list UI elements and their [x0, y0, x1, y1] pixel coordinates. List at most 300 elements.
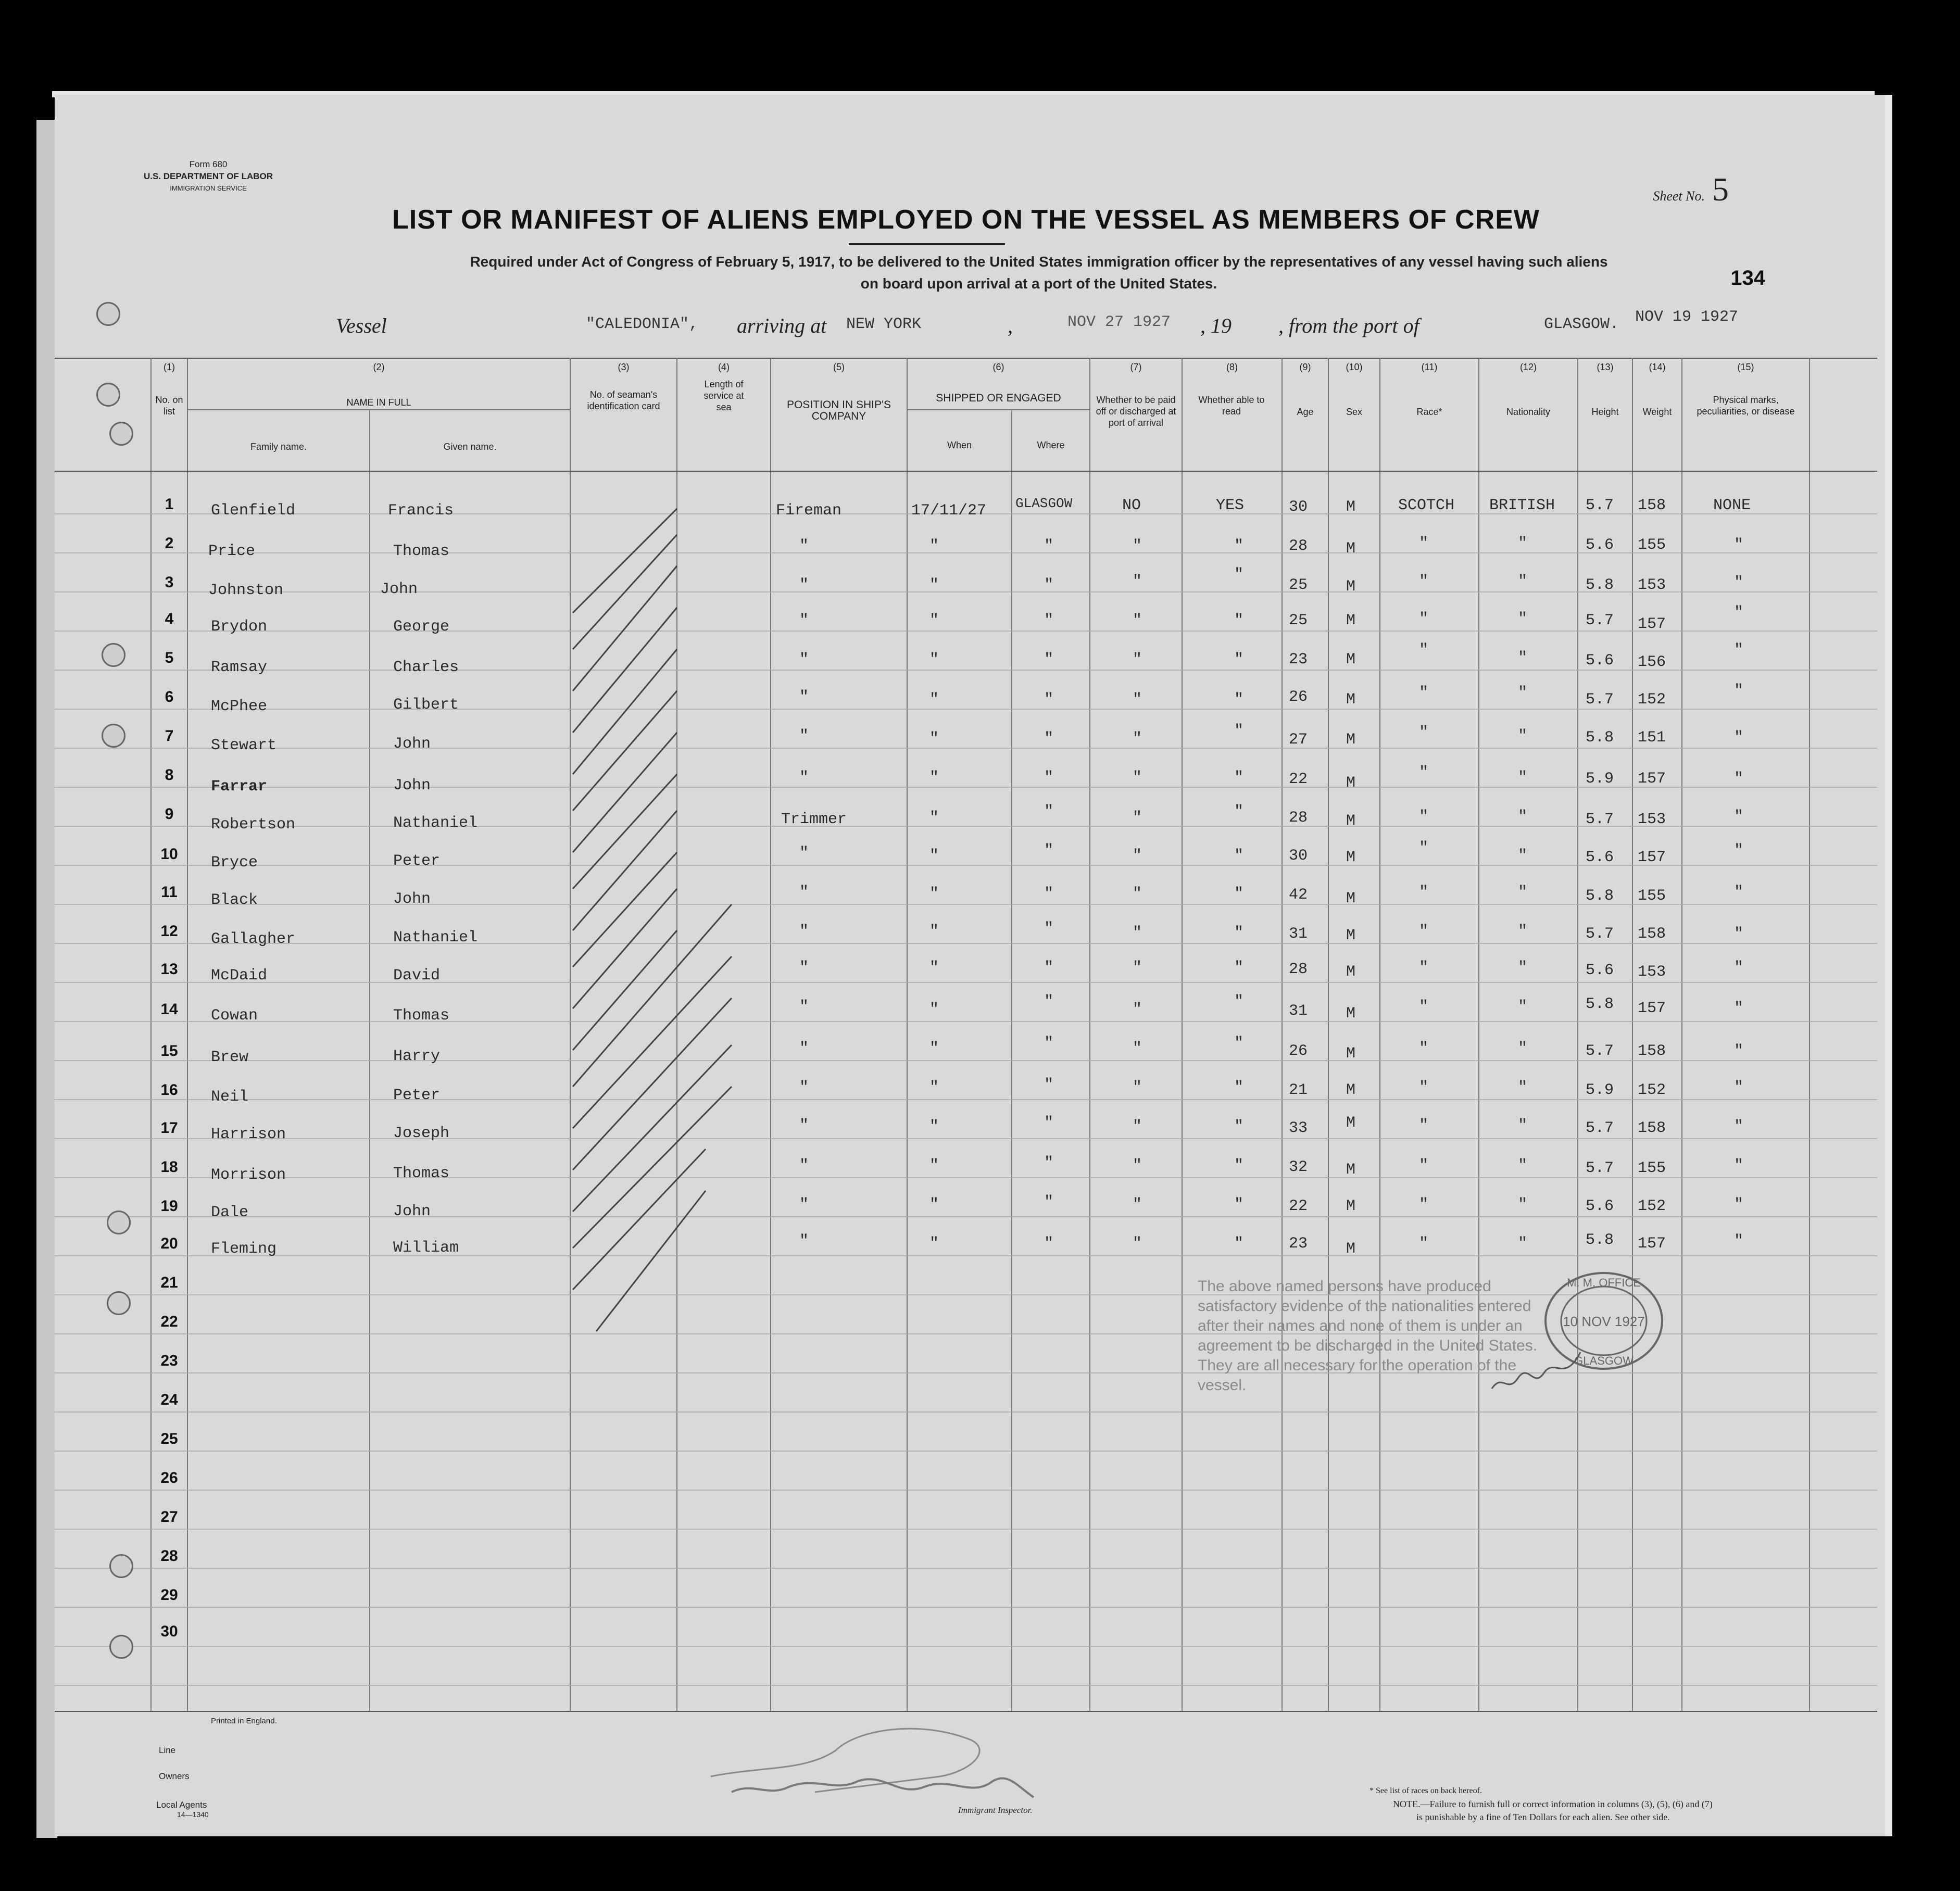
- family-name: Price: [208, 543, 256, 560]
- weight: 158: [1638, 1119, 1666, 1137]
- given-name: Nathaniel: [393, 814, 478, 832]
- col7-header: Whether to be paid off or discharged at port of arrival: [1096, 395, 1176, 428]
- races-note: * See list of races on back hereof.: [1370, 1786, 1482, 1795]
- printed-in-note: Printed in England.: [211, 1717, 277, 1725]
- family-name: Fleming: [211, 1240, 277, 1258]
- age: 25: [1289, 576, 1308, 594]
- weight: 156: [1638, 653, 1666, 671]
- given-name: David: [393, 967, 441, 985]
- shipped-when: ": [929, 730, 939, 748]
- position: ": [799, 1232, 809, 1250]
- sex: M: [1346, 651, 1356, 669]
- physical-marks: ": [1734, 1079, 1744, 1096]
- physical-marks: ": [1734, 604, 1744, 622]
- weight: 155: [1638, 887, 1666, 905]
- weight: 155: [1638, 1159, 1666, 1177]
- weight: 158: [1638, 1042, 1666, 1060]
- physical-marks: ": [1734, 1118, 1744, 1136]
- vessel-name: "CALEDONIA",: [586, 316, 699, 333]
- shipped-when: ": [929, 769, 939, 787]
- position: Fireman: [776, 502, 842, 520]
- row-number: 17: [160, 1119, 178, 1137]
- given-name: Harry: [393, 1048, 441, 1065]
- row-number: 27: [160, 1508, 178, 1526]
- physical-marks: ": [1734, 808, 1744, 826]
- age: 21: [1289, 1081, 1308, 1099]
- nationality: ": [1518, 808, 1528, 826]
- family-name: Brew: [211, 1049, 249, 1066]
- paid-off: ": [1133, 1235, 1142, 1253]
- paid-off: ": [1133, 769, 1142, 787]
- height: 5.7: [1586, 612, 1614, 629]
- binder-hole: [96, 383, 120, 407]
- sex: M: [1346, 774, 1356, 792]
- paid-off: ": [1133, 847, 1142, 865]
- col12-header: Nationality: [1506, 407, 1551, 417]
- nationality: BRITISH: [1489, 497, 1555, 514]
- position: Trimmer: [781, 811, 847, 828]
- col2a-header: Family name.: [250, 442, 307, 452]
- nationality: ": [1518, 959, 1528, 977]
- position: ": [799, 844, 809, 862]
- weight: 153: [1638, 811, 1666, 828]
- weight: 152: [1638, 691, 1666, 709]
- given-name: George: [393, 618, 450, 636]
- age: 26: [1289, 688, 1308, 706]
- row-number: 3: [165, 574, 174, 591]
- shipped-where: ": [1044, 730, 1054, 748]
- row-number: 13: [160, 961, 178, 978]
- col15-number: (15): [1737, 362, 1754, 372]
- height: 5.8: [1586, 995, 1614, 1013]
- race: ": [1419, 884, 1429, 901]
- nationality: ": [1518, 649, 1528, 667]
- shipped-where: ": [1044, 537, 1054, 555]
- shipped-when: ": [929, 691, 939, 709]
- position: ": [799, 1040, 809, 1057]
- shipped-when: ": [929, 809, 939, 827]
- physical-marks: ": [1734, 770, 1744, 788]
- physical-marks: ": [1734, 959, 1744, 977]
- able-to-read: ": [1234, 993, 1244, 1011]
- weight: 155: [1638, 536, 1666, 554]
- age: 23: [1289, 651, 1308, 669]
- sheet-number: 5: [1712, 171, 1729, 208]
- race: ": [1419, 1079, 1429, 1096]
- nationality: ": [1518, 1157, 1528, 1175]
- binder-hole: [109, 1554, 133, 1578]
- col11-header: Race*: [1416, 407, 1442, 417]
- weight: 157: [1638, 849, 1666, 866]
- family-name: Brydon: [211, 618, 268, 636]
- race: ": [1419, 959, 1429, 977]
- col6-header: SHIPPED OR ENGAGED: [936, 392, 1061, 404]
- given-name: Joseph: [393, 1125, 450, 1142]
- shipped-where: ": [1044, 885, 1054, 903]
- stamp-office-date: 10 NOV 1927: [1563, 1314, 1645, 1329]
- col15-header: Physical marks, peculiarities, or disease: [1697, 395, 1795, 417]
- position: ": [799, 769, 809, 787]
- title-underline: [849, 243, 1005, 245]
- binder-hole: [102, 724, 125, 748]
- physical-marks: ": [1734, 1042, 1744, 1060]
- row-number: 21: [160, 1274, 178, 1291]
- weight: 158: [1638, 497, 1666, 514]
- shipped-where: ": [1044, 842, 1054, 860]
- shipped-where: ": [1044, 1114, 1054, 1132]
- sex: M: [1346, 731, 1356, 749]
- nationality: ": [1518, 1196, 1528, 1214]
- col13-number: (13): [1597, 362, 1614, 372]
- paid-off: ": [1133, 1118, 1142, 1136]
- family-name: Johnston: [208, 582, 284, 599]
- stamp-office-bottom: GLASGOW: [1574, 1354, 1634, 1367]
- position: ": [799, 537, 809, 555]
- sex: M: [1346, 1161, 1356, 1179]
- height: 5.6: [1586, 849, 1614, 866]
- height: 5.9: [1586, 770, 1614, 788]
- nationality: ": [1518, 847, 1528, 865]
- shipped-when: ": [929, 885, 939, 903]
- height: 5.7: [1586, 1119, 1614, 1137]
- height: 5.6: [1586, 536, 1614, 554]
- paper-edge-left: [36, 120, 57, 1838]
- weight: 157: [1638, 615, 1666, 633]
- col1-number: (1): [164, 362, 175, 372]
- nationality: ": [1518, 1117, 1528, 1134]
- owners-label: Owners: [159, 1771, 190, 1781]
- shipped-when: ": [929, 612, 939, 629]
- nationality: ": [1518, 1079, 1528, 1096]
- age: 25: [1289, 612, 1308, 629]
- family-name: Gallagher: [211, 930, 296, 948]
- local-agents-label: Local Agents: [156, 1800, 207, 1810]
- height: 5.8: [1586, 576, 1614, 594]
- nationality: ": [1518, 1040, 1528, 1057]
- height: 5.8: [1586, 1231, 1614, 1249]
- row-number: 2: [165, 535, 174, 552]
- col9-number: (9): [1299, 362, 1311, 372]
- position: ": [799, 998, 809, 1016]
- age: 31: [1289, 925, 1308, 943]
- form-code: 14—1340: [177, 1810, 209, 1819]
- shipped-where: ": [1044, 651, 1054, 669]
- nationality: ": [1518, 769, 1528, 787]
- race: ": [1419, 573, 1429, 590]
- able-to-read: YES: [1216, 497, 1245, 514]
- year-label: , 19: [1200, 314, 1232, 337]
- paid-off: ": [1133, 691, 1142, 709]
- height: 5.7: [1586, 691, 1614, 709]
- col2-header: NAME IN FULL: [346, 397, 411, 408]
- height: 5.6: [1586, 652, 1614, 670]
- height: 5.9: [1586, 1081, 1614, 1099]
- sex: M: [1346, 890, 1356, 907]
- family-name: Glenfield: [211, 502, 296, 520]
- col10-number: (10): [1346, 362, 1363, 372]
- paid-off: ": [1133, 1157, 1142, 1175]
- paid-off: NO: [1122, 497, 1141, 514]
- col6-number: (6): [992, 362, 1004, 372]
- race: ": [1419, 1117, 1429, 1134]
- shipped-when: ": [929, 1157, 939, 1175]
- given-name: Thomas: [393, 1165, 450, 1182]
- physical-marks: ": [1734, 682, 1744, 700]
- age: 23: [1289, 1235, 1308, 1253]
- family-name: Harrison: [211, 1126, 286, 1143]
- shipped-where: ": [1044, 1235, 1054, 1253]
- able-to-read: ": [1234, 847, 1244, 865]
- page-number: 134: [1730, 267, 1765, 289]
- able-to-read: ": [1234, 885, 1244, 903]
- sex: M: [1346, 1240, 1356, 1258]
- age: 28: [1289, 537, 1308, 555]
- subtitle-line-2: on board upon arrival at a port of the United States.: [860, 275, 1217, 292]
- given-name: John: [393, 735, 431, 753]
- penalty-note-line-1: NOTE.—Failure to furnish full or correct information in columns (3), (5), (6) and (7): [1393, 1799, 1713, 1809]
- given-name: Peter: [393, 1087, 441, 1104]
- height: 5.7: [1586, 1159, 1614, 1177]
- physical-marks: ": [1734, 536, 1744, 554]
- paid-off: ": [1133, 1001, 1142, 1018]
- subtitle-line-1: Required under Act of Congress of February 5, 1917, to be delivered to the United States immigration officer by the representatives of any vessel having such aliens: [470, 254, 1608, 270]
- col1-header: No. on list: [155, 395, 183, 417]
- row-number: 1: [165, 496, 174, 513]
- nationality: ": [1518, 684, 1528, 702]
- given-name: Thomas: [393, 543, 450, 560]
- sex: M: [1346, 691, 1356, 709]
- row-number: 19: [160, 1197, 178, 1215]
- shipped-where: ": [1044, 1193, 1054, 1211]
- paid-off: ": [1133, 651, 1142, 669]
- row-number: 11: [161, 884, 178, 901]
- able-to-read: ": [1234, 769, 1244, 787]
- height: 5.7: [1586, 1042, 1614, 1060]
- row-number: 28: [160, 1547, 178, 1565]
- row-number: 9: [165, 805, 174, 823]
- age: 42: [1289, 886, 1308, 904]
- family-name: Farrar: [211, 778, 268, 796]
- paid-off: ": [1133, 573, 1142, 590]
- departure-date: NOV 19 1927: [1635, 308, 1739, 326]
- sex: M: [1346, 540, 1356, 558]
- col13-header: Height: [1591, 407, 1619, 417]
- vessel-line: [107, 308, 1799, 339]
- family-name: Bryce: [211, 854, 258, 872]
- height: 5.7: [1586, 925, 1614, 943]
- age: 28: [1289, 809, 1308, 827]
- height: 5.6: [1586, 962, 1614, 979]
- given-name: William: [393, 1239, 459, 1257]
- weight: 151: [1638, 729, 1666, 747]
- able-to-read: ": [1234, 1235, 1244, 1253]
- position: ": [799, 959, 809, 977]
- form-number: Form 680: [189, 159, 228, 169]
- line-label: Line: [159, 1745, 176, 1755]
- race: ": [1419, 1040, 1429, 1057]
- col2b-header: Given name.: [443, 442, 497, 452]
- shipped-when: ": [929, 1118, 939, 1136]
- binder-hole: [109, 422, 133, 446]
- binder-hole: [102, 643, 125, 667]
- row-number: 29: [160, 1586, 178, 1604]
- shipped-where: ": [1044, 1076, 1054, 1094]
- row-number: 30: [160, 1623, 178, 1640]
- weight: 157: [1638, 1000, 1666, 1017]
- row-number: 14: [160, 1001, 178, 1018]
- arriving-label: arriving at: [737, 314, 827, 337]
- sex: M: [1346, 849, 1356, 866]
- position: ": [799, 576, 809, 594]
- page-title: LIST OR MANIFEST OF ALIENS EMPLOYED ON THE VESSEL AS MEMBERS OF CREW: [392, 205, 1540, 235]
- age: 27: [1289, 731, 1308, 749]
- row-number: 25: [160, 1430, 178, 1447]
- row-number: 16: [160, 1081, 178, 1099]
- paid-off: ": [1133, 959, 1142, 977]
- row-number: 24: [160, 1391, 178, 1408]
- age: 22: [1289, 771, 1308, 788]
- shipped-where: ": [1044, 1154, 1054, 1172]
- able-to-read: ": [1234, 612, 1244, 629]
- certification-stamp-text: The above named persons have produced satisfactory evidence of the nationalities entered after their names and none of them is under an agreement to be discharged in the United States. They are all necessary for the operation of the vessel.: [1198, 1278, 1538, 1394]
- race: SCOTCH: [1398, 497, 1455, 514]
- row-number: 5: [165, 649, 174, 666]
- able-to-read: ": [1234, 537, 1244, 555]
- shipped-where: ": [1044, 691, 1054, 709]
- race: ": [1419, 1235, 1429, 1253]
- shipped-when: ": [929, 1040, 939, 1057]
- row-number: 22: [160, 1313, 178, 1330]
- given-name: Charles: [393, 659, 459, 676]
- age: 26: [1289, 1042, 1308, 1060]
- physical-marks: ": [1734, 1196, 1744, 1214]
- race: ": [1419, 808, 1429, 826]
- row-number: 6: [165, 688, 174, 705]
- stamp-office-top: M. M. OFFICE: [1567, 1276, 1641, 1289]
- row-number: 10: [160, 846, 178, 863]
- race: ": [1419, 923, 1429, 940]
- row-number: 12: [160, 923, 178, 940]
- shipped-when: ": [929, 847, 939, 865]
- arrival-port: NEW YORK: [846, 316, 922, 333]
- row-number: 8: [165, 766, 174, 784]
- paid-off: ": [1133, 1079, 1142, 1096]
- physical-marks: ": [1734, 1000, 1744, 1017]
- given-name: John: [393, 1203, 431, 1220]
- row-number: 26: [160, 1469, 178, 1486]
- shipped-when: ": [929, 1001, 939, 1018]
- family-name: McDaid: [211, 967, 268, 985]
- row-number: 7: [165, 727, 174, 745]
- binder-hole: [109, 1635, 133, 1659]
- race: ": [1419, 1157, 1429, 1175]
- family-name: Dale: [211, 1204, 249, 1221]
- col3-header: No. of seaman's identification card: [587, 389, 660, 411]
- weight: 153: [1638, 576, 1666, 594]
- physical-marks: ": [1734, 729, 1744, 747]
- row-number: 18: [160, 1158, 178, 1176]
- shipped-where: ": [1044, 769, 1054, 787]
- sex: M: [1346, 1081, 1356, 1099]
- given-name: Peter: [393, 852, 441, 870]
- weight: 158: [1638, 925, 1666, 943]
- inspector-label: Immigrant Inspector.: [958, 1805, 1033, 1815]
- given-name: John: [380, 581, 418, 598]
- race: ": [1419, 610, 1429, 628]
- shipped-when: 17/11/27: [911, 502, 987, 520]
- ditto-strokes: [573, 509, 732, 1331]
- able-to-read: ": [1234, 1035, 1244, 1052]
- position: ": [799, 1117, 809, 1134]
- age: 30: [1289, 498, 1308, 516]
- position: ": [799, 1196, 809, 1214]
- shipped-where: ": [1044, 576, 1054, 594]
- shipped-where: GLASGOW: [1015, 496, 1073, 511]
- weight: 152: [1638, 1081, 1666, 1099]
- penalty-note-line-2: is punishable by a fine of Ten Dollars for each alien. See other side.: [1416, 1812, 1670, 1822]
- col5-number: (5): [833, 362, 845, 372]
- position: ": [799, 612, 809, 629]
- race: ": [1419, 839, 1429, 857]
- col9-header: Age: [1297, 407, 1314, 417]
- row-number: 20: [160, 1235, 178, 1252]
- able-to-read: ": [1234, 651, 1244, 669]
- department-name: U.S. DEPARTMENT OF LABOR: [143, 171, 273, 181]
- able-to-read: ": [1234, 1118, 1244, 1136]
- sex: M: [1346, 1114, 1356, 1132]
- shipped-where: ": [1044, 1035, 1054, 1052]
- shipped-when: ": [929, 651, 939, 669]
- col8-number: (8): [1226, 362, 1238, 372]
- age: 31: [1289, 1002, 1308, 1020]
- arrival-date: NOV 27 1927: [1067, 313, 1171, 331]
- able-to-read: ": [1234, 566, 1244, 584]
- comma-separator: ,: [1008, 314, 1013, 337]
- age: 30: [1289, 847, 1308, 865]
- weight: 157: [1638, 1235, 1666, 1253]
- col14-number: (14): [1649, 362, 1666, 372]
- sheet-label: Sheet No.: [1653, 188, 1705, 204]
- col11-number: (11): [1421, 362, 1438, 372]
- row-number: 15: [160, 1042, 178, 1060]
- family-name: McPhee: [211, 698, 268, 715]
- service-name: IMMIGRATION SERVICE: [170, 184, 247, 192]
- age: 32: [1289, 1158, 1308, 1176]
- paid-off: ": [1133, 809, 1142, 827]
- position: ": [799, 1157, 809, 1175]
- paid-off: ": [1133, 885, 1142, 903]
- col4-header: Length of service at sea: [703, 379, 744, 412]
- shipped-where: ": [1044, 803, 1054, 821]
- physical-marks: ": [1734, 842, 1744, 860]
- sex: M: [1346, 498, 1356, 516]
- family-name: Ramsay: [211, 659, 268, 676]
- col6a-header: When: [947, 440, 972, 450]
- physical-marks: ": [1734, 1157, 1744, 1175]
- position: ": [799, 727, 809, 745]
- shipped-when: ": [929, 537, 939, 555]
- col2-number: (2): [373, 362, 385, 372]
- paid-off: ": [1133, 1040, 1142, 1057]
- given-name: John: [393, 890, 431, 908]
- able-to-read: ": [1234, 924, 1244, 942]
- height: 5.8: [1586, 729, 1614, 747]
- position: ": [799, 651, 809, 669]
- paid-off: ": [1133, 612, 1142, 629]
- shipped-where: ": [1044, 959, 1054, 977]
- shipped-when: ": [929, 959, 939, 977]
- nationality: ": [1518, 727, 1528, 745]
